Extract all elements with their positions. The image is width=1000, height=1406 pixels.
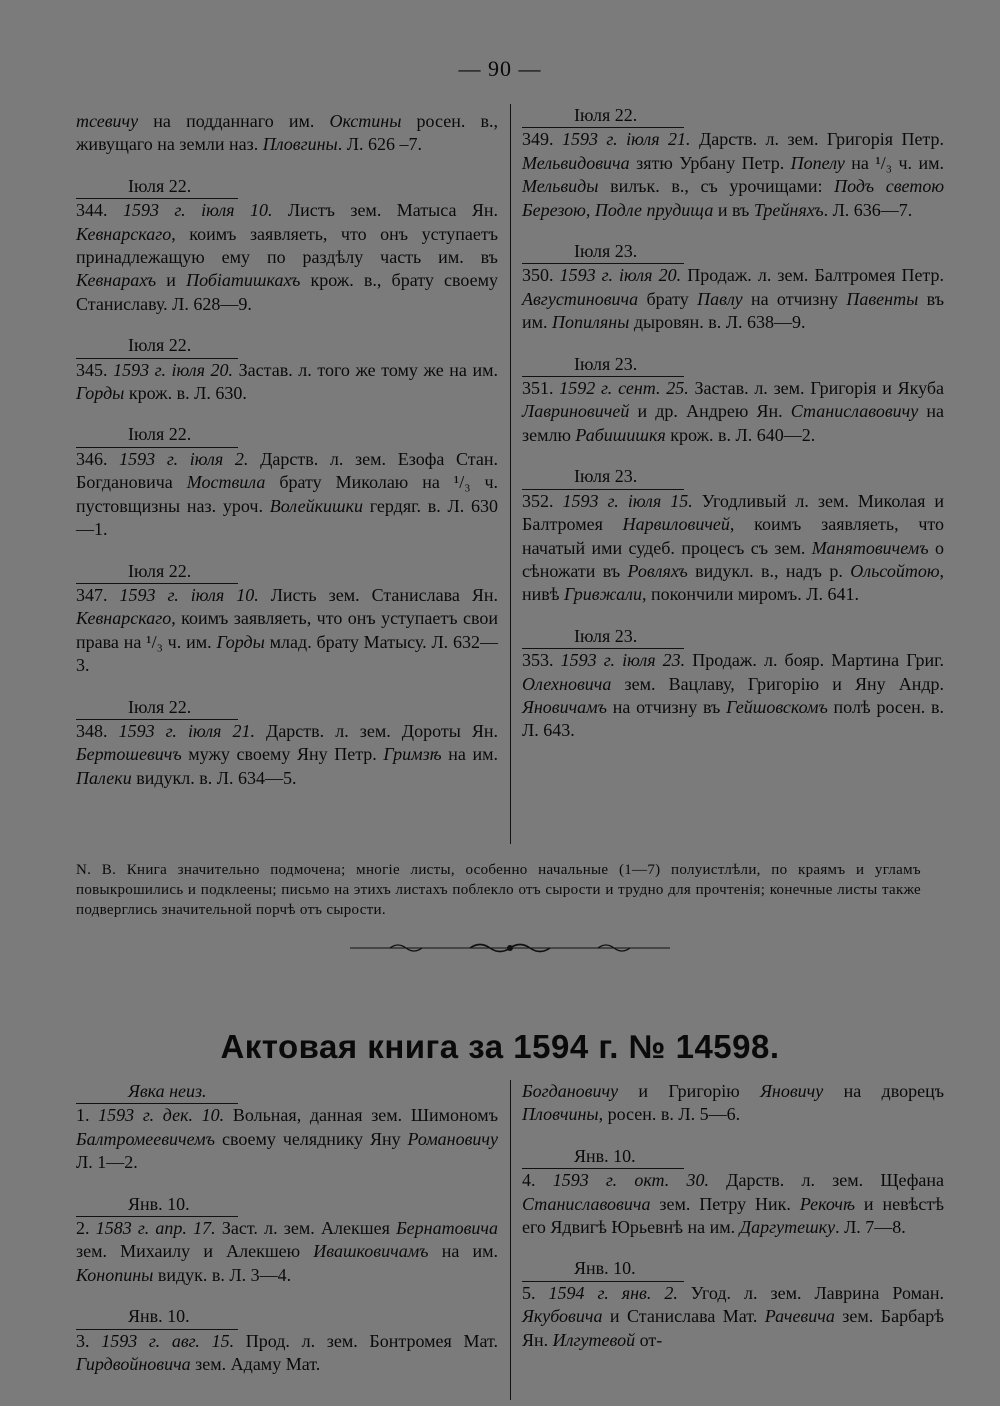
act-entry — [76, 175, 498, 316]
text-run: 3. — [76, 1330, 102, 1351]
italic-text: Романовичу — [407, 1128, 498, 1149]
continuation-text — [522, 1080, 944, 1127]
entry-text — [76, 110, 498, 157]
italic-text: Гримзѣ — [383, 744, 442, 765]
entry-text — [76, 1330, 498, 1377]
text-run: зем. Петру Ник. — [650, 1193, 800, 1214]
italic-text: Попиляны — [552, 312, 630, 333]
entry-date-heading: Іюля 23. — [522, 465, 684, 489]
italic-text: Подъ светою Березою, Подле прудища — [522, 176, 945, 220]
entry-date-heading: Янв. 10. — [76, 1193, 238, 1217]
italic-text: Богдановичу — [522, 1081, 619, 1101]
section-title: Актовая книга за 1594 г. № 14598. — [220, 1028, 780, 1065]
italic-text: Побіатишкахъ — [186, 270, 301, 291]
text-run: 345. — [76, 359, 114, 380]
text-run: брату — [638, 288, 698, 309]
entry-text — [76, 1104, 498, 1174]
text-run: , коимъ заявляеть, что онъ уступаетъ свои права на ¹/₃ ч. им. — [76, 608, 498, 652]
entry-text — [522, 1282, 944, 1352]
text-run: 351. — [522, 378, 560, 399]
text-run: Продаж. л. бояр. Мартина Григ. — [685, 650, 945, 671]
text-run: росен. в., живущаго на земли наз. — [76, 111, 498, 155]
act-entry — [76, 560, 498, 678]
italic-text: Августиновича — [522, 288, 639, 309]
italic-text: Павлу — [697, 288, 743, 309]
italic-text: Окстины — [329, 111, 402, 131]
italic-text: Рекочѣ — [799, 1193, 856, 1214]
entry-date-heading: Іюля 23. — [522, 625, 684, 649]
italic-text: Манятовичемъ — [811, 537, 929, 558]
text-run: млад. брату Матысу. Л. 632—3. — [76, 631, 499, 676]
entry-text — [76, 720, 498, 790]
bottom-right-column — [522, 1080, 944, 1352]
text-run: Л. 1—2. — [76, 1152, 138, 1173]
italic-text: Гейшовскомъ — [726, 696, 828, 717]
text-run: Листъ зем. Матыса Ян. — [272, 200, 498, 221]
italic-text: Якубовича — [522, 1306, 603, 1327]
italic-text: Ровляхъ — [627, 560, 688, 581]
text-run: . Л. 636—7. — [823, 199, 913, 220]
act-entry — [76, 1080, 498, 1175]
entry-date-heading: Іюля 22. — [76, 175, 238, 199]
text-run: 347. — [76, 584, 120, 605]
italic-text: Лавриновичей — [522, 401, 630, 422]
text-run: дыровян. в. Л. 638—9. — [629, 312, 806, 333]
italic-text: Ольсойтою — [850, 560, 940, 581]
italic-text: 1593 г. іюля 10. — [119, 584, 259, 605]
act-entry — [522, 1257, 944, 1352]
italic-text: Мельвидовича — [522, 152, 630, 173]
text-run: Застав. л. того же тому же на им. — [233, 359, 498, 380]
text-run: въ им. — [522, 288, 944, 333]
italic-text: Моствила — [186, 472, 266, 493]
entry-date-heading: Янв. 10. — [522, 1145, 684, 1169]
text-run: на отчизну — [742, 288, 847, 309]
act-entry — [522, 625, 944, 743]
text-run: 353. — [522, 650, 561, 671]
italic-text: Горды — [76, 383, 125, 404]
italic-text: Рабишишкя — [575, 424, 666, 445]
italic-text: Конопины — [76, 1264, 154, 1285]
entry-text — [76, 359, 498, 406]
act-entry — [522, 465, 944, 606]
entry-date-heading: Явка неиз. — [76, 1080, 238, 1104]
italic-text: Трейняхъ — [753, 199, 824, 220]
text-run: вилък. в., съ урочищами: — [598, 176, 835, 197]
text-run: на подданнаго им. — [138, 111, 330, 131]
text-run: , росен. в. Л. 5—6. — [598, 1104, 741, 1125]
entry-date-heading: Іюля 22. — [76, 334, 238, 358]
act-entry — [76, 1193, 498, 1288]
text-run: 346. — [76, 448, 120, 469]
text-run: 348. — [76, 720, 119, 741]
entry-text — [522, 1080, 944, 1127]
italic-text: 1593 г. іюля 2. — [119, 448, 249, 469]
text-run: 4. — [522, 1170, 553, 1191]
text-run: , коимъ заявляеть, что онъ уступаетъ принадлежащую ему по раздѣлу часть им. въ — [76, 223, 498, 268]
column-divider-bottom — [510, 1080, 511, 1400]
italic-text: 1593 г. окт. 30. — [552, 1170, 709, 1191]
italic-text: 1593 г. іюля 15. — [562, 490, 693, 511]
entry-text — [76, 448, 498, 542]
text-run: и Станислава Мат. — [602, 1306, 765, 1327]
text-run: Заст. л. зем. Алекшея — [215, 1218, 397, 1239]
italic-text: Олехновича — [522, 673, 612, 694]
italic-text: Нарвиловичей — [622, 514, 730, 535]
text-run: на отчизну въ — [607, 696, 727, 717]
italic-text: Кевнарскаго — [76, 608, 172, 629]
text-run: , покончили миромъ. Л. 641. — [641, 584, 859, 605]
text-run: , нивѣ — [522, 560, 945, 605]
entry-date-heading: Іюля 22. — [76, 560, 238, 584]
italic-text: 1593 г. іюля 23. — [560, 650, 686, 671]
entry-date-heading: Іюля 23. — [522, 353, 684, 377]
text-run: зем. Адаму Мат. — [190, 1354, 321, 1375]
ornament-divider-icon — [350, 940, 670, 956]
text-run: . Л. 7—8. — [835, 1217, 906, 1238]
italic-text: Пловгины — [262, 134, 338, 155]
italic-text: Пловчины — [522, 1104, 599, 1125]
text-run: брату Миколаю на ¹/₃ ч. пустовщизны наз. уроч. — [76, 472, 498, 516]
text-run: Дарств. л. зем. Щефана — [708, 1170, 945, 1191]
text-run: и невѣстѣ его Ядвигѣ Юрьевнѣ на им. — [522, 1193, 944, 1238]
text-run: крож. в. Л. 630. — [124, 383, 247, 404]
text-run: и Григорію — [618, 1081, 761, 1101]
text-run: 344. — [76, 200, 123, 221]
entry-text — [76, 199, 498, 316]
entry-text — [522, 490, 944, 607]
entry-date-heading: Іюля 22. — [522, 104, 684, 128]
text-run: . Л. 626 –7. — [337, 134, 422, 155]
continuation-text — [76, 110, 498, 157]
text-run: своему челяднику Яну — [215, 1128, 408, 1149]
act-entry — [522, 1145, 944, 1240]
italic-text: 1592 г. сент. 25. — [559, 378, 689, 399]
italic-text: 1593 г. іюля 10. — [122, 200, 273, 221]
text-run: видукл. в. Л. 634—5. — [131, 767, 297, 788]
italic-text: Попелу — [790, 152, 845, 173]
text-run: Вольная, данная зем. Шимономъ — [224, 1105, 499, 1126]
text-run: и др. Андрею Ян. — [629, 401, 791, 422]
italic-text: Горды — [216, 631, 265, 652]
italic-text: Бертошевичъ — [76, 744, 182, 765]
italic-text: 1593 г. іюля 21. — [561, 129, 691, 150]
act-entry — [76, 696, 498, 791]
italic-text: 1583 г. апр. 17. — [95, 1218, 216, 1239]
entry-date-heading: Янв. 10. — [76, 1305, 238, 1329]
italic-text: Гривжали — [564, 584, 642, 605]
text-run: зем. Вацлаву, Григорію и Яну Андр. — [611, 673, 944, 694]
italic-text: 1593 г. дек. 10. — [98, 1105, 225, 1126]
text-run: Продаж. л. зем. Балтромея Петр. — [681, 265, 945, 286]
italic-text: Ивашковичамъ — [313, 1241, 429, 1262]
italic-text: Мельвиды — [522, 176, 599, 197]
text-run: 1. — [76, 1105, 99, 1126]
act-entry — [522, 353, 944, 448]
italic-text: Станиславовича — [522, 1193, 651, 1214]
text-run: зем. Михаилу и Алекшею — [76, 1241, 314, 1262]
entry-text — [522, 264, 944, 334]
text-run: Угодливый л. зем. Миколая и Балтромея — [522, 490, 945, 535]
text-run: на им. — [428, 1241, 498, 1262]
text-run: мужу своему Яну Петр. — [181, 744, 384, 765]
entry-text — [76, 1217, 498, 1287]
text-run: видукл. в., надъ р. — [687, 560, 851, 581]
text-run: от- — [635, 1329, 663, 1350]
act-entry — [76, 334, 498, 405]
act-entry — [76, 1305, 498, 1376]
entry-date-heading: Янв. 10. — [522, 1257, 684, 1281]
italic-text: Гирдвойновича — [76, 1354, 191, 1375]
entry-text — [522, 1169, 944, 1239]
italic-text: Кевнарскаго — [76, 223, 172, 244]
text-run: 349. — [522, 129, 562, 150]
italic-text: Яновичамъ — [522, 696, 607, 717]
italic-text: Кевнарахъ — [76, 270, 157, 291]
text-run: 352. — [522, 490, 563, 511]
italic-text: Яновичу — [760, 1081, 824, 1101]
act-entry — [522, 104, 944, 222]
bottom-left-column — [76, 1080, 498, 1376]
text-run: зем. Барбарѣ Ян. — [522, 1306, 944, 1350]
text-run: крож. в., брату своему Станиславу. Л. 628—9. — [76, 270, 498, 314]
top-left-column — [76, 110, 498, 790]
italic-text: Палеки — [76, 767, 132, 788]
text-run: 2. — [76, 1218, 96, 1239]
top-right-column — [522, 104, 944, 743]
italic-text: Рачевича — [764, 1306, 835, 1327]
entry-date-heading: Іюля 22. — [76, 423, 238, 447]
text-run: о сѣножати въ — [522, 537, 945, 581]
italic-text: Станиславовичу — [790, 401, 919, 422]
italic-text: 1593 г. іюля 21. — [118, 720, 255, 741]
italic-text: 1593 г. іюля 20. — [559, 265, 682, 286]
editorial-note: N. B. Книга значительно подмочена; многіе листы, особенно начальные (1—7) полуистлѣли, по краямъ и угламъ повыкрошились и подклеены; письмо на этихъ листахъ поблекло отъ сырости и трудно для прочтенія; конечные листы также подверглись значительной порчѣ отъ сырости. — [76, 862, 921, 918]
italic-text: Бернатовича — [396, 1218, 498, 1239]
entry-date-heading: Іюля 22. — [76, 696, 238, 720]
entry-text — [522, 377, 944, 447]
entry-text — [522, 649, 944, 743]
text-run: на дворецъ — [823, 1081, 945, 1101]
text-run: Дарств. л. зем. Дороты Ян. — [254, 720, 499, 741]
text-run: Угод. л. зем. Лаврина Роман. — [677, 1282, 944, 1303]
text-run: видук. в. Л. 3—4. — [153, 1264, 292, 1285]
text-run: полѣ росен. в. Л. 643. — [522, 696, 944, 741]
italic-text: 1593 г. іюля 20. — [113, 359, 234, 380]
italic-text: 1594 г. янв. 2. — [548, 1282, 678, 1303]
italic-text: Даргутешку — [739, 1217, 836, 1238]
text-run: и — [156, 270, 187, 291]
entry-date-heading: Іюля 23. — [522, 240, 684, 264]
italic-text: Волейкишки — [269, 495, 363, 516]
act-entry — [76, 423, 498, 541]
italic-text: Балтромеевичемъ — [76, 1128, 216, 1149]
text-run: гердяг. в. Л. 630—1. — [76, 495, 498, 540]
italic-text: тсевичу — [76, 111, 139, 131]
text-run: Листь зем. Станислава Ян. — [258, 584, 499, 605]
italic-text: 1593 г. авг. 15. — [101, 1330, 235, 1351]
column-divider-top — [510, 104, 511, 844]
text-run: и въ — [713, 199, 754, 220]
text-run: Дарств. л. зем. Григорія Петр. — [690, 129, 945, 150]
text-run: , коимъ заявляеть, что начатый ими судеб. процесъ съ зем. — [522, 514, 945, 558]
text-run: 5. — [522, 1282, 549, 1303]
text-run: на землю — [522, 401, 944, 445]
text-run: Прод. л. зем. Бонтромея Мат. — [234, 1330, 499, 1351]
text-run: зятю Урбану Петр. — [629, 152, 791, 173]
entry-text — [522, 128, 944, 222]
text-run: на им. — [441, 744, 498, 765]
page-number: — 90 — — [458, 56, 542, 81]
entry-text — [76, 584, 498, 678]
text-run: крож. в. Л. 640—2. — [665, 424, 816, 445]
text-run: 350. — [522, 265, 560, 286]
text-run: Застав. л. зем. Григорія и Якуба — [688, 378, 945, 399]
act-entry — [522, 240, 944, 335]
italic-text: Илгутевой — [552, 1329, 636, 1350]
italic-text: Павенты — [846, 288, 919, 309]
text-run: на ¹/₃ ч. им. — [844, 152, 944, 173]
text-run: Дарств. л. зем. Езофа Стан. Богдановича — [76, 448, 499, 493]
